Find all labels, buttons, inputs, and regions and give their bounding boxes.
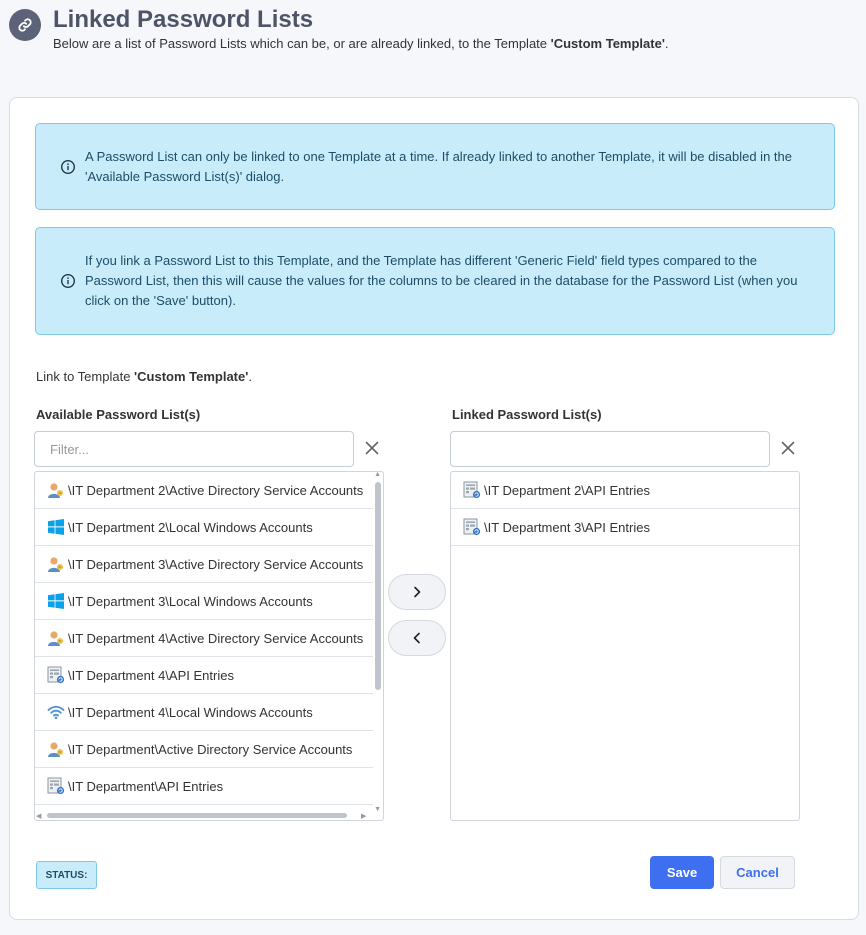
info-alert-single-template	[35, 123, 835, 210]
status-badge: STATUS:	[36, 861, 97, 889]
info-alert-generic-fields	[35, 227, 835, 335]
clear-linked-filter-button[interactable]	[778, 438, 798, 458]
list-item-label: \IT Department 2\Local Windows Accounts	[68, 519, 313, 535]
close-icon	[781, 441, 795, 455]
list-item-label: \IT Department 2\API Entries	[484, 482, 650, 498]
list-item[interactable]	[35, 546, 373, 583]
linked-lists-box[interactable]	[450, 471, 800, 821]
ad-user-icon	[47, 740, 65, 758]
list-item-label: \IT Department\Active Directory Service Accounts	[68, 741, 353, 757]
list-item-label: \IT Department 3\Active Directory Service Accounts	[68, 556, 364, 572]
list-item[interactable]	[451, 472, 799, 509]
list-item[interactable]	[35, 583, 373, 620]
ad-user-icon	[47, 629, 65, 647]
chevron-left-icon	[412, 632, 422, 644]
cancel-button[interactable]: Cancel	[720, 856, 795, 889]
api-icon	[47, 666, 65, 684]
save-button[interactable]: Save	[650, 856, 714, 889]
wifi-icon	[47, 703, 65, 721]
api-icon	[463, 518, 481, 536]
windows-icon	[47, 592, 65, 610]
link-to-template-name: 'Custom Template'	[134, 369, 249, 384]
list-item[interactable]	[35, 509, 373, 546]
scrollbar-thumb[interactable]	[47, 813, 347, 818]
available-lists-heading: Available Password List(s)	[36, 407, 201, 422]
link-icon	[9, 9, 41, 41]
page-subtitle	[53, 36, 669, 51]
page-header	[0, 0, 866, 96]
list-item[interactable]	[35, 768, 373, 805]
subtitle-suffix: .	[664, 36, 669, 51]
ad-user-icon	[47, 555, 65, 573]
info-icon	[60, 273, 76, 289]
info-icon	[60, 159, 76, 175]
list-item-label: \IT Department 2\Active Directory Service Accounts	[68, 482, 364, 498]
scroll-down-arrow-icon[interactable]: ▼	[374, 806, 381, 813]
link-to-prefix: Link to Template	[36, 369, 135, 384]
close-icon	[365, 441, 379, 455]
list-item[interactable]	[35, 731, 373, 768]
list-item[interactable]	[35, 472, 373, 509]
available-filter-input[interactable]	[34, 431, 354, 467]
list-item-label: \IT Department 3\API Entries	[484, 519, 650, 535]
list-item-label: \IT Department\API Entries	[68, 778, 224, 794]
scroll-right-arrow-icon[interactable]: ▶	[361, 813, 367, 820]
main-card	[9, 97, 859, 920]
move-right-button[interactable]	[388, 574, 446, 610]
list-item-label: \IT Department 4\API Entries	[68, 667, 234, 683]
linked-filter-input[interactable]	[450, 431, 770, 467]
chevron-right-icon	[412, 586, 422, 598]
linked-lists-heading: Linked Password List(s)	[452, 407, 602, 422]
subtitle-template-name: 'Custom Template'	[550, 36, 665, 51]
available-lists-box[interactable]	[34, 471, 384, 821]
subtitle-text: Below are a list of Password Lists which can be, or are already linked, to the Template	[53, 36, 551, 51]
available-horizontal-scrollbar[interactable]	[39, 811, 371, 819]
list-item[interactable]	[35, 657, 373, 694]
list-item[interactable]	[35, 620, 373, 657]
link-to-template-label	[36, 369, 252, 384]
clear-available-filter-button[interactable]	[362, 438, 382, 458]
list-item-label: \IT Department 4\Active Directory Service Accounts	[68, 630, 364, 646]
move-left-button[interactable]	[388, 620, 446, 656]
scrollbar-thumb[interactable]	[375, 482, 381, 690]
windows-icon	[47, 518, 65, 536]
list-item-label: \IT Department 3\Local Windows Accounts	[68, 593, 313, 609]
alert-text: If you link a Password List to this Template, and the Template has different 'Generic Field' field types compared to the Password List, then this will cause the values for the columns to be cleared in the database for the Password List (when you click on the 'Save' button).	[85, 253, 798, 308]
api-icon	[47, 777, 65, 795]
ad-user-icon	[47, 481, 65, 499]
scroll-left-arrow-icon[interactable]: ◀	[36, 813, 42, 820]
list-item[interactable]	[451, 509, 799, 546]
scroll-up-arrow-icon[interactable]: ▲	[374, 471, 381, 478]
alert-text: A Password List can only be linked to one Template at a time. If already linked to another Template, it will be disabled in the 'Available Password List(s)' dialog.	[85, 148, 792, 184]
list-item[interactable]	[35, 694, 373, 731]
api-icon	[463, 481, 481, 499]
list-item-label: \IT Department 4\Local Windows Accounts	[68, 704, 313, 720]
available-vertical-scrollbar[interactable]	[375, 476, 381, 802]
link-to-suffix: .	[248, 369, 252, 384]
page-title: Linked Password Lists	[53, 6, 314, 33]
